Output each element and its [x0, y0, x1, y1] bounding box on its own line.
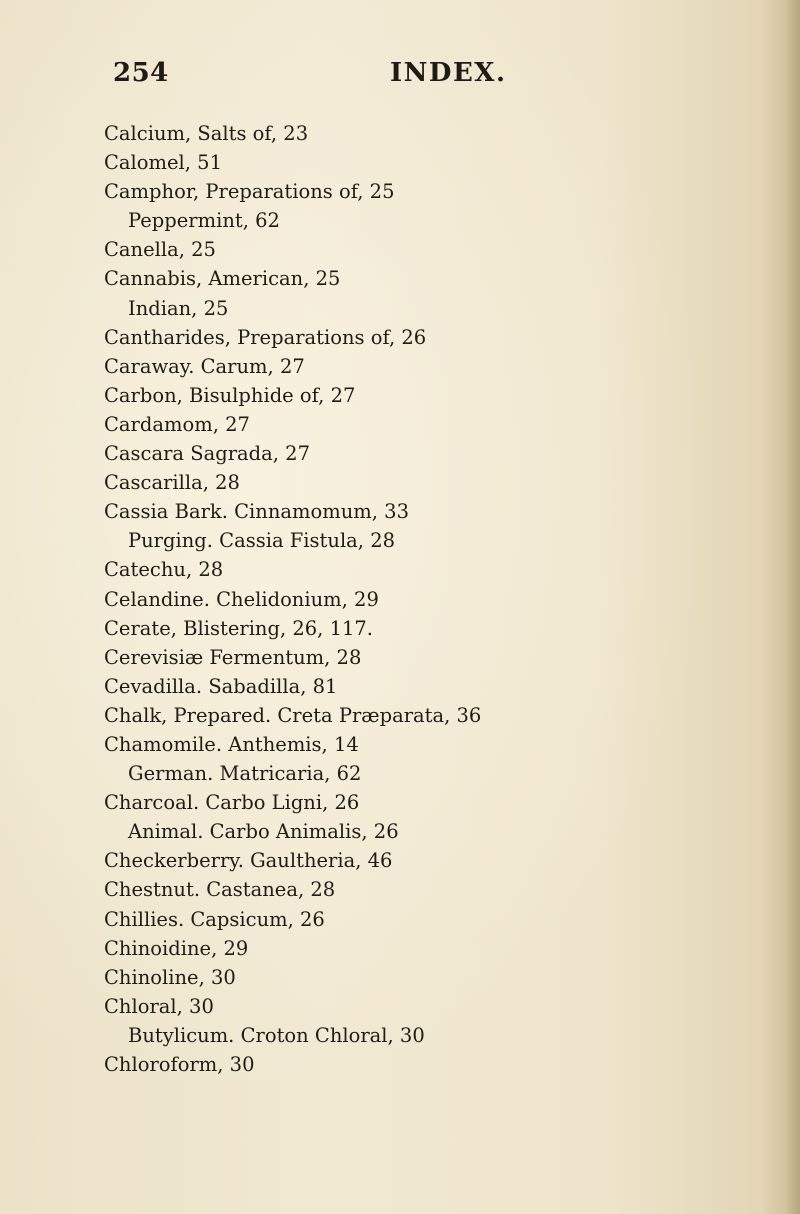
- index-subentry: Animal. Carbo Animalis, 26: [128, 820, 399, 844]
- index-subentry: German. Matricaria, 62: [128, 762, 362, 786]
- index-entry: Charcoal. Carbo Ligni, 26: [104, 791, 360, 815]
- index-entry: Chillies. Capsicum, 26: [104, 907, 325, 931]
- index-entry: Chloral, 30: [104, 994, 214, 1018]
- index-entry: Cascara Sagrada, 27: [104, 442, 310, 466]
- index-entry: Cerevisiæ Fermentum, 28: [104, 645, 362, 669]
- index-entry: Canella, 25: [104, 238, 216, 262]
- index-subentry: Purging. Cassia Fistula, 28: [128, 529, 396, 553]
- index-entry: Catechu, 28: [104, 558, 224, 582]
- index-entry: Camphor, Preparations of, 25: [104, 180, 395, 204]
- index-entry: Chloroform, 30: [104, 1053, 255, 1076]
- index-entry: Calcium, Salts of, 23: [104, 122, 309, 145]
- index-entry: Celandine. Chelidonium, 29: [104, 587, 379, 611]
- page-number: 254: [113, 58, 169, 88]
- index-entries-list: [104, 119, 764, 1079]
- index-entry: Cerate, Blistering, 26, 117.: [104, 616, 373, 640]
- index-entry: Carbon, Bisulphide of, 27: [104, 383, 356, 407]
- index-entry: Cevadilla. Sabadilla, 81: [104, 674, 338, 698]
- page-header: [113, 58, 513, 94]
- index-entry: Chamomile. Anthemis, 14: [104, 732, 359, 756]
- index-entry: Calomel, 51: [104, 151, 222, 175]
- page-edge-shadow: [786, 0, 800, 1214]
- index-entry: Chalk, Prepared. Creta Præparata, 36: [104, 703, 482, 727]
- index-entry: Checkerberry. Gaultheria, 46: [104, 849, 393, 873]
- index-entry: Cantharides, Preparations of, 26: [104, 325, 427, 349]
- index-subentry: Peppermint, 62: [128, 209, 280, 233]
- index-entry: Caraway. Carum, 27: [104, 354, 305, 378]
- index-entry: Cardamom, 27: [104, 412, 250, 436]
- index-entry: Cassia Bark. Cinnamomum, 33: [104, 500, 409, 524]
- index-subentry: Indian, 25: [128, 296, 229, 320]
- index-entry: Cascarilla, 28: [104, 471, 240, 495]
- index-subentry: Butylicum. Croton Chloral, 30: [128, 1023, 425, 1047]
- index-entry: Chinoidine, 29: [104, 936, 249, 960]
- running-head-title: INDEX.: [390, 58, 507, 88]
- index-entry: Chinoline, 30: [104, 965, 236, 989]
- index-entry: Chestnut. Castanea, 28: [104, 878, 336, 902]
- index-entry: Cannabis, American, 25: [104, 267, 341, 291]
